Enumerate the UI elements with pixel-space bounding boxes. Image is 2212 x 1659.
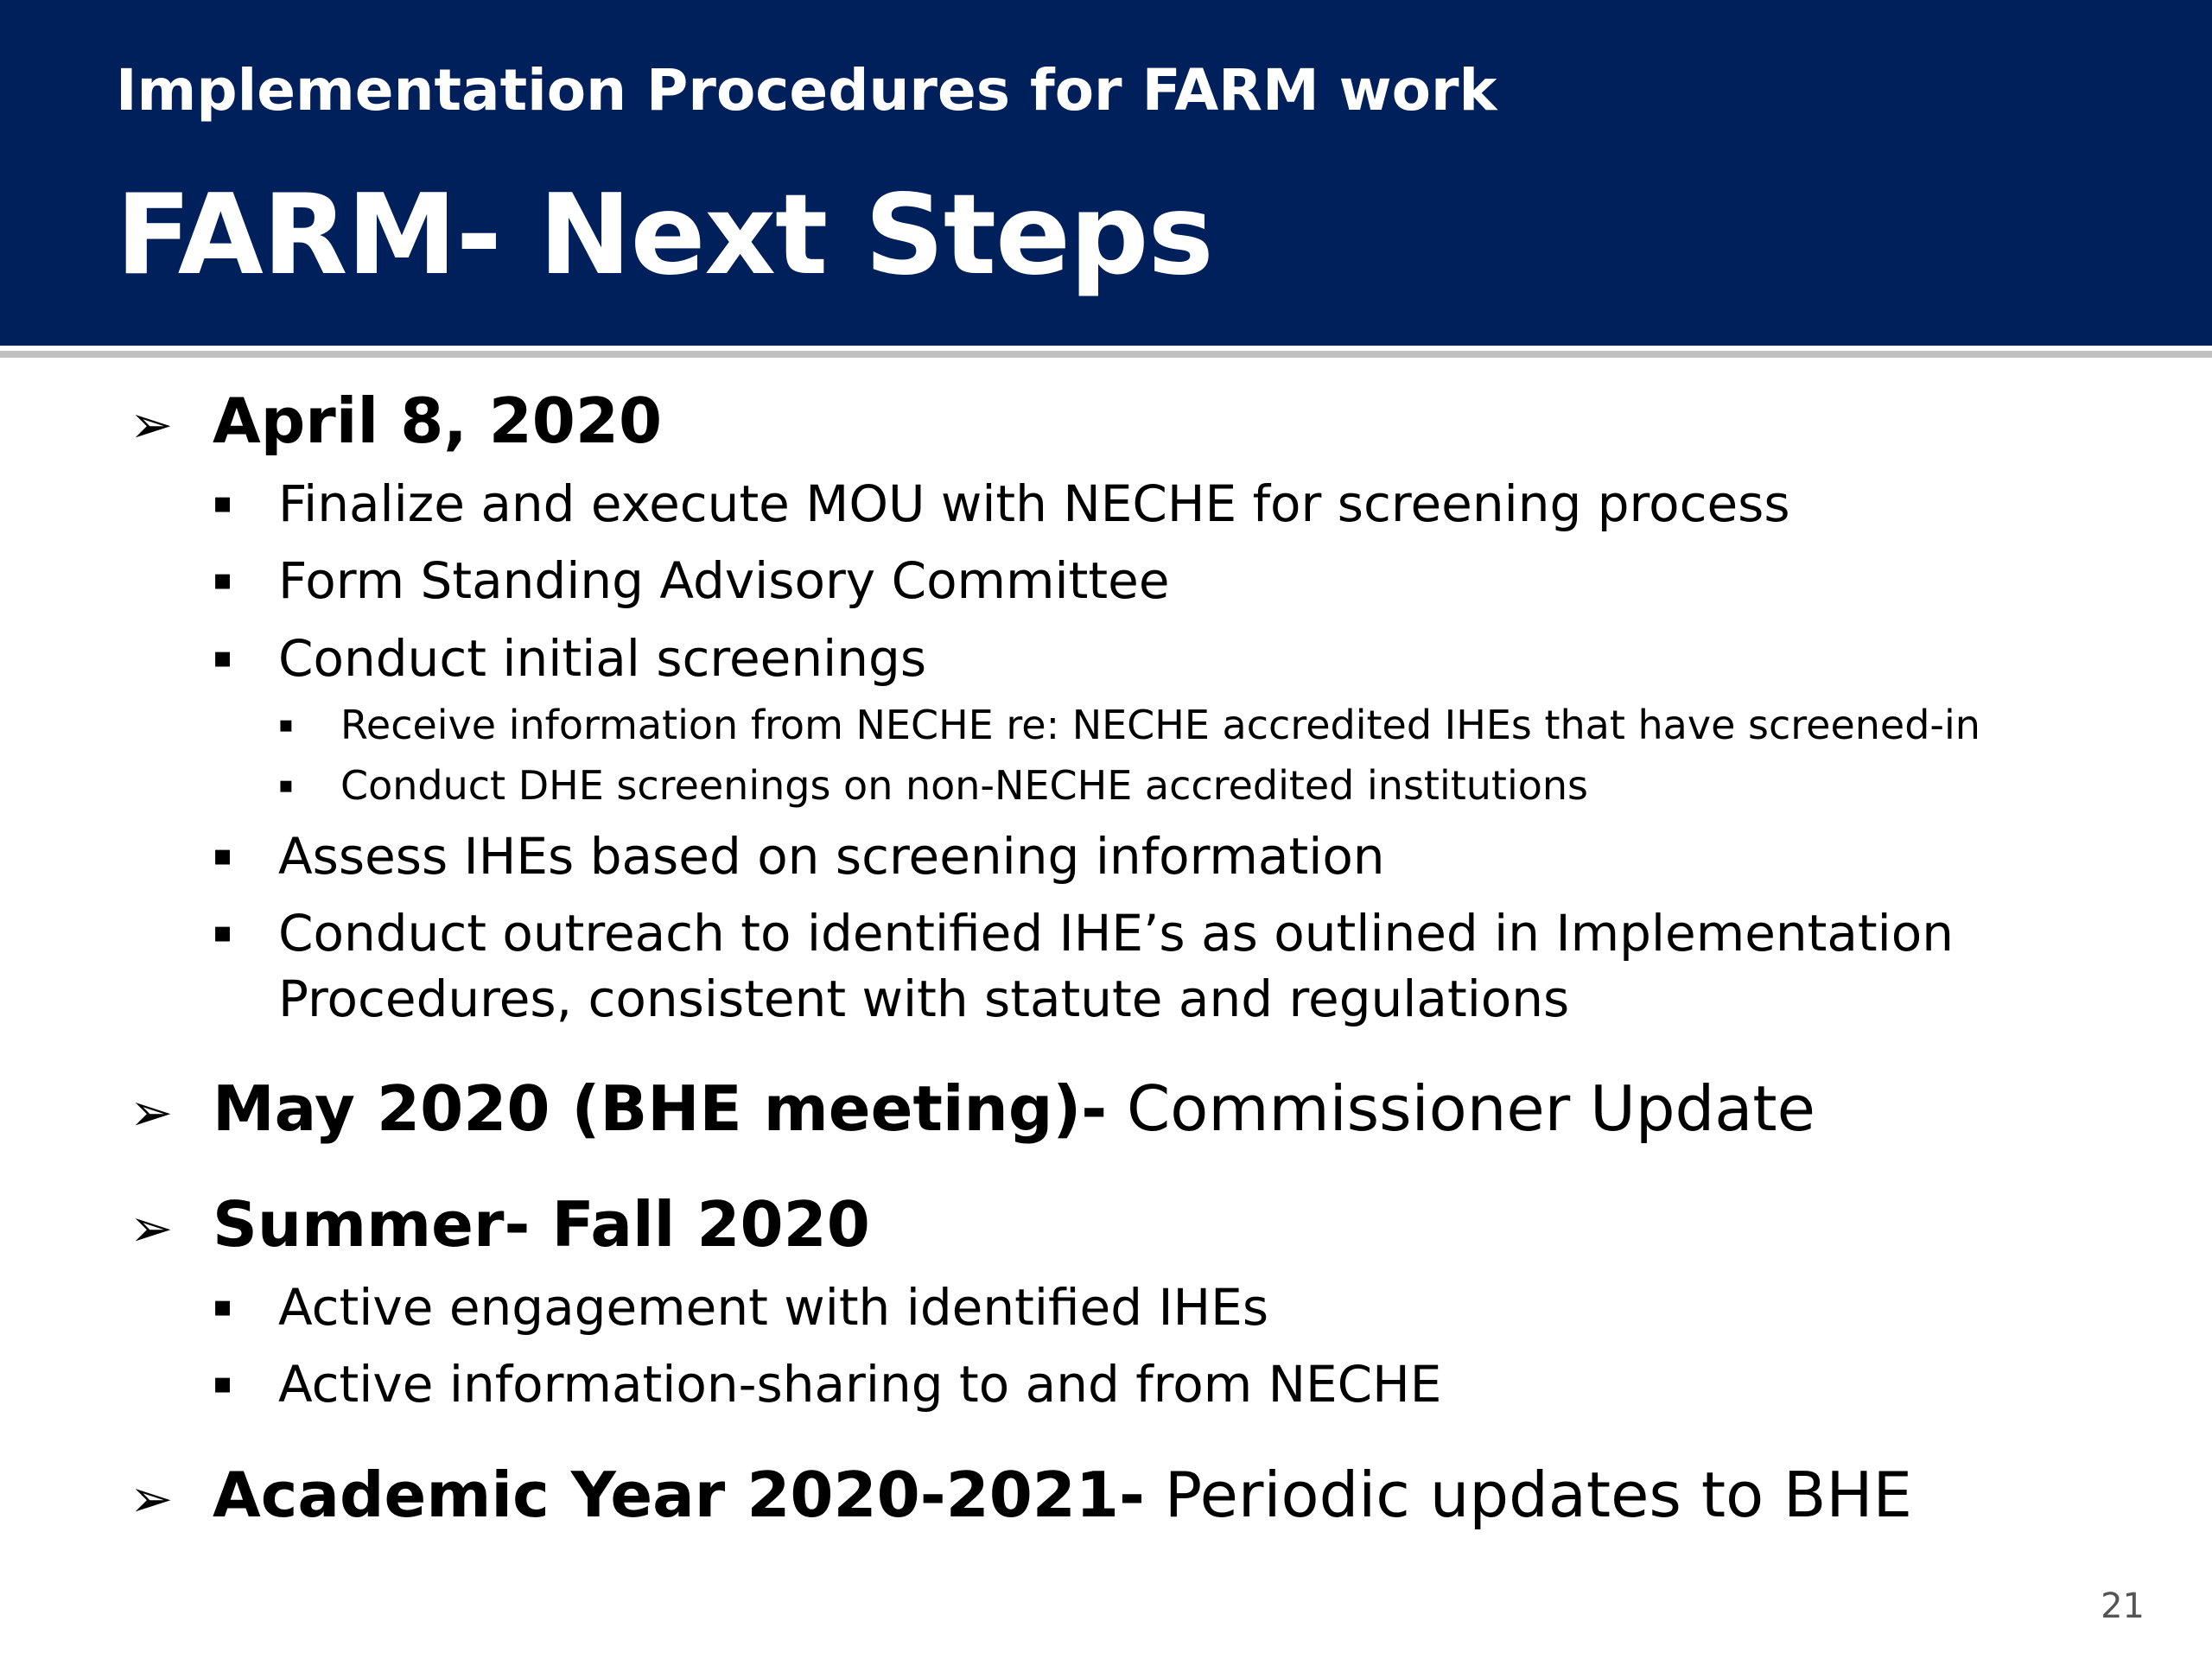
slide-title: FARM- Next Steps <box>116 171 1213 300</box>
section-heading-bold: Summer- Fall 2020 <box>213 1187 870 1261</box>
list-item-text: Conduct outreach to identified IHE’s as outlined in Implementation Procedures, consistent with statute and regulations <box>278 904 1955 1028</box>
section-heading-april-2020 <box>130 382 2117 460</box>
list-item-text: Active information-sharing to and from NECHE <box>278 1355 1442 1414</box>
square-bullet-icon: ▪ <box>213 837 233 873</box>
slide-subtitle: Implementation Procedures for FARM work <box>116 57 1497 124</box>
list-item <box>213 1352 2117 1417</box>
section-heading-bold: April 8, 2020 <box>213 385 663 457</box>
list-item <box>213 824 2117 889</box>
small-square-bullet-icon: ▪ <box>278 712 294 739</box>
list-item-text: Active engagement with identified IHEs <box>278 1277 1269 1337</box>
square-bullet-icon: ▪ <box>213 486 233 520</box>
sub-list-item <box>278 760 2117 812</box>
list-item-text: Form Standing Advisory Committee <box>278 551 1170 611</box>
arrow-bullet-icon: ➢ <box>130 1198 174 1259</box>
square-bullet-icon: ▪ <box>213 563 233 598</box>
list-item <box>213 1275 2117 1340</box>
arrow-bullet-icon: ➢ <box>130 1468 174 1529</box>
square-bullet-icon: ▪ <box>213 915 233 950</box>
section-heading-rest: Commissioner Update <box>1107 1071 1815 1145</box>
square-bullet-icon: ▪ <box>213 639 233 675</box>
square-bullet-icon: ▪ <box>213 1366 233 1402</box>
slide-content <box>130 363 2117 1534</box>
section-heading-academic-year <box>130 1456 2117 1534</box>
sub-list-item-text: Receive information from NECHE re: NECHE accredited IHEs that have screened-in <box>340 702 1980 749</box>
section-heading-bold: Academic Year 2020-2021- <box>213 1458 1145 1531</box>
arrow-bullet-icon: ➢ <box>130 1082 174 1143</box>
arrow-bullet-icon: ➢ <box>130 395 174 455</box>
list-item <box>213 626 2117 691</box>
list-item <box>213 901 2117 1032</box>
list-item-text: Conduct initial screenings <box>278 628 927 688</box>
section-heading-summer-fall-2020 <box>130 1185 2117 1263</box>
header-divider <box>0 351 2212 358</box>
list-item-text: Assess IHEs based on screening information <box>278 826 1385 886</box>
small-square-bullet-icon: ▪ <box>278 772 294 798</box>
list-item <box>213 549 2117 613</box>
sub-list-item <box>278 700 2117 752</box>
list-item-text: Finalize and execute MOU with NECHE for screening process <box>278 474 1790 533</box>
list-item <box>213 472 2117 537</box>
section-heading-may-2020 <box>130 1070 2117 1147</box>
section-heading-bold: May 2020 (BHE meeting)- <box>213 1071 1108 1145</box>
square-bullet-icon: ▪ <box>213 1288 233 1324</box>
header-banner <box>0 0 2212 346</box>
sub-list-item-text: Conduct DHE screenings on non-NECHE accredited institutions <box>340 761 1588 809</box>
page-number: 21 <box>2101 1586 2145 1626</box>
section-heading-rest: Periodic updates to BHE <box>1144 1458 1913 1531</box>
